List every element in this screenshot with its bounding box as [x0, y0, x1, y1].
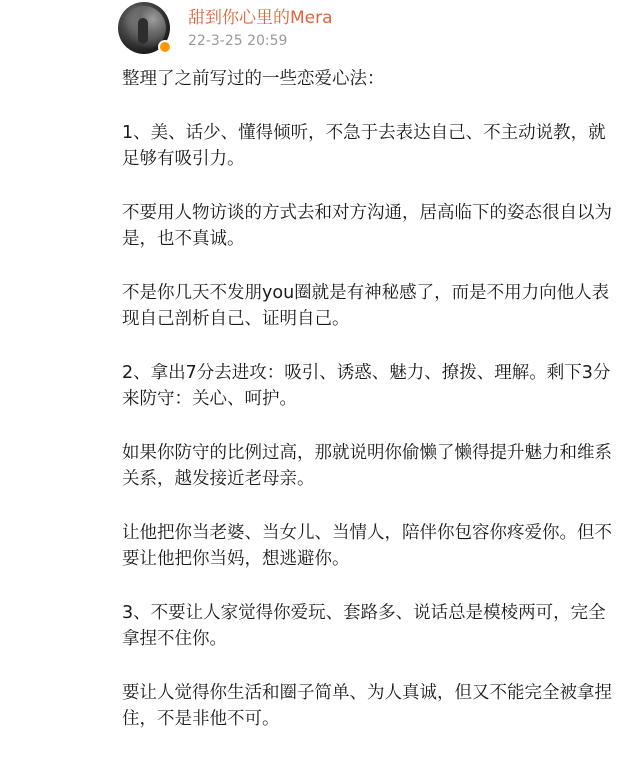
post-paragraph: 1、美、话少、懂得倾听，不急于去表达自己、不主动说教，就足够有吸引力。 [122, 123, 606, 169]
post-paragraph: 不是你几天不发朋you圈就是有神秘感了，而是不用力向他人表现自己剖析自己、证明自己。 [122, 283, 610, 329]
post-header [118, 2, 618, 60]
post-paragraph: 要让人觉得你生活和圈子简单、为人真诚，但又不能完全被拿捏住，不是非他不可。 [122, 683, 612, 729]
verified-badge-icon [158, 40, 172, 54]
avatar-figure [138, 18, 148, 44]
post-paragraph: 如果你防守的比例过高，那就说明你偷懒了懒得提升魅力和维系关系，越发接近老母亲。 [122, 443, 612, 489]
post-body [122, 66, 622, 760]
post-paragraph: 让他把你当老婆、当女儿、当情人，陪伴你包容你疼爱你。但不要让他把你当妈，想逃避你。 [122, 523, 612, 569]
post-timestamp: 22-3-25 20:59 [188, 33, 288, 49]
username[interactable]: 甜到你心里的Mera [188, 8, 333, 28]
post-intro: 整理了之前写过的一些恋爱心法： [122, 69, 385, 89]
post-paragraph: 3、不要让人家觉得你爱玩、套路多、说话总是模棱两可，完全拿捏不住你。 [122, 603, 606, 649]
post-paragraph: 2、拿出7分去进攻：吸引、诱惑、魅力、撩拨、理解。剩下3分来防守：关心、呵护。 [122, 363, 611, 409]
post-paragraph: 不要用人物访谈的方式去和对方沟通，居高临下的姿态很自以为是，也不真诚。 [122, 203, 612, 249]
